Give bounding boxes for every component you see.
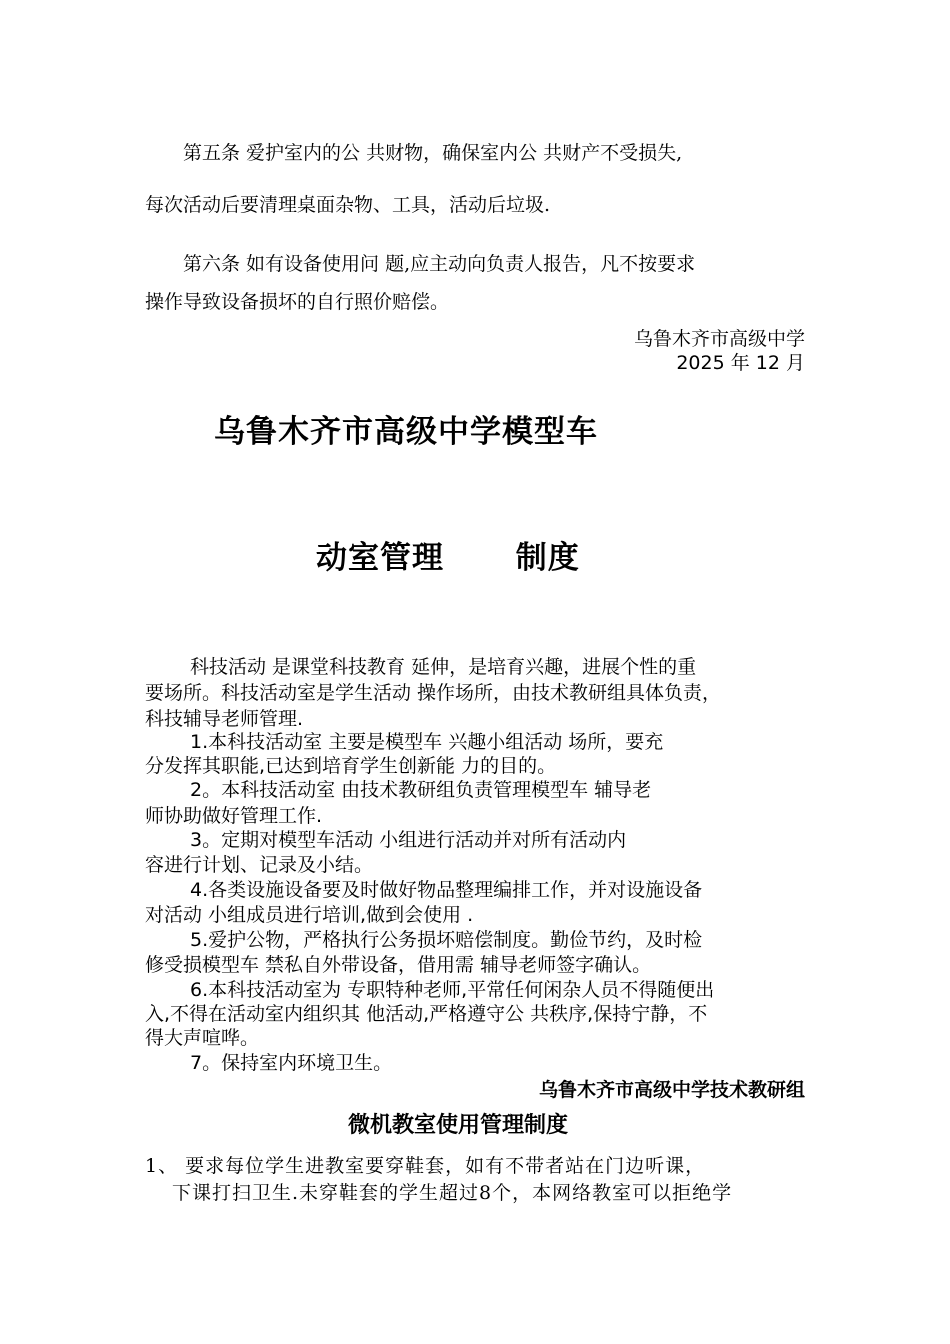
signature-date: 2025 年 12 月	[676, 352, 805, 374]
signature-school: 乌鲁木齐市高级中学	[633, 328, 805, 350]
body-line-6: 2。本科技活动室 由技术教研组负责管理模型车 辅导老	[190, 779, 652, 801]
body-line-14: 6.本科技活动室为 专职特种老师,平常任何闲杂人员不得随便出	[190, 979, 715, 1001]
section2-title-line1: 乌鲁木齐市高级中学模型车	[214, 414, 598, 450]
body-line-11: 对活动 小组成员进行培训,做到会使用 .	[145, 904, 474, 926]
body-line-13: 修受损模型车 禁私自外带设备，借用需 辅导老师签字确认。	[145, 954, 652, 976]
body-line-4: 1.本科技活动室 主要是模型车 兴趣小组活动 场所，要充	[190, 731, 664, 753]
body-line-8: 3。定期对模型车活动 小组进行活动并对所有活动内	[190, 829, 627, 851]
body-line-1: 科技活动 是课堂科技教育 延伸，是培育兴趣，进展个性的重	[190, 656, 697, 678]
article6-line1: 第六条 如有设备使用问 题,应主动向负责人报告，凡不按要求	[183, 253, 696, 275]
section3-title: 微机教室使用管理制度	[348, 1113, 569, 1138]
body-line-12: 5.爱护公物，严格执行公务损坏赔偿制度。勤俭节约，及时检	[190, 929, 703, 951]
body-line-16: 得大声喧哗。	[145, 1027, 260, 1049]
body-line-10: 4.各类设施设备要及时做好物品整理编排工作，并对设施设备	[190, 879, 703, 901]
article5-line2: 每次活动后要清理桌面杂物、工具，活动后垃圾.	[145, 194, 551, 216]
section2-title-line2: 动室管理 制度	[316, 540, 580, 576]
body-line-17: 7。保持室内环境卫生。	[190, 1052, 393, 1074]
body-line-9: 容进行计划、记录及小结。	[145, 854, 374, 876]
body-line-7: 师协助做好管理工作.	[145, 805, 323, 827]
section2-signature: 乌鲁木齐市高级中学技术教研组	[538, 1079, 805, 1101]
body-line-15: 入,不得在活动室内组织其 他活动,严格遵守公 共秩序,保持宁静，不	[145, 1003, 708, 1025]
article5-line1: 第五条 爱护室内的公 共财物，确保室内公 共财产不受损失,	[183, 142, 683, 164]
body-line-2: 要场所。科技活动室是学生活动 操作场所，由技术教研组具体负责，	[145, 682, 722, 704]
section3-line-1: 1、 要求每位学生进教室要穿鞋套，如有不带者站在门边听课，	[145, 1155, 706, 1177]
article6-line2: 操作导致设备损坏的自行照价赔偿。	[145, 291, 450, 313]
section3-line-2: 下课打扫卫生.未穿鞋套的学生超过8个，本网络教室可以拒绝学	[172, 1182, 733, 1204]
body-line-3: 科技辅导老师管理.	[145, 708, 304, 730]
body-line-5: 分发挥其职能,已达到培育学生创新能 力的目的。	[145, 755, 557, 777]
